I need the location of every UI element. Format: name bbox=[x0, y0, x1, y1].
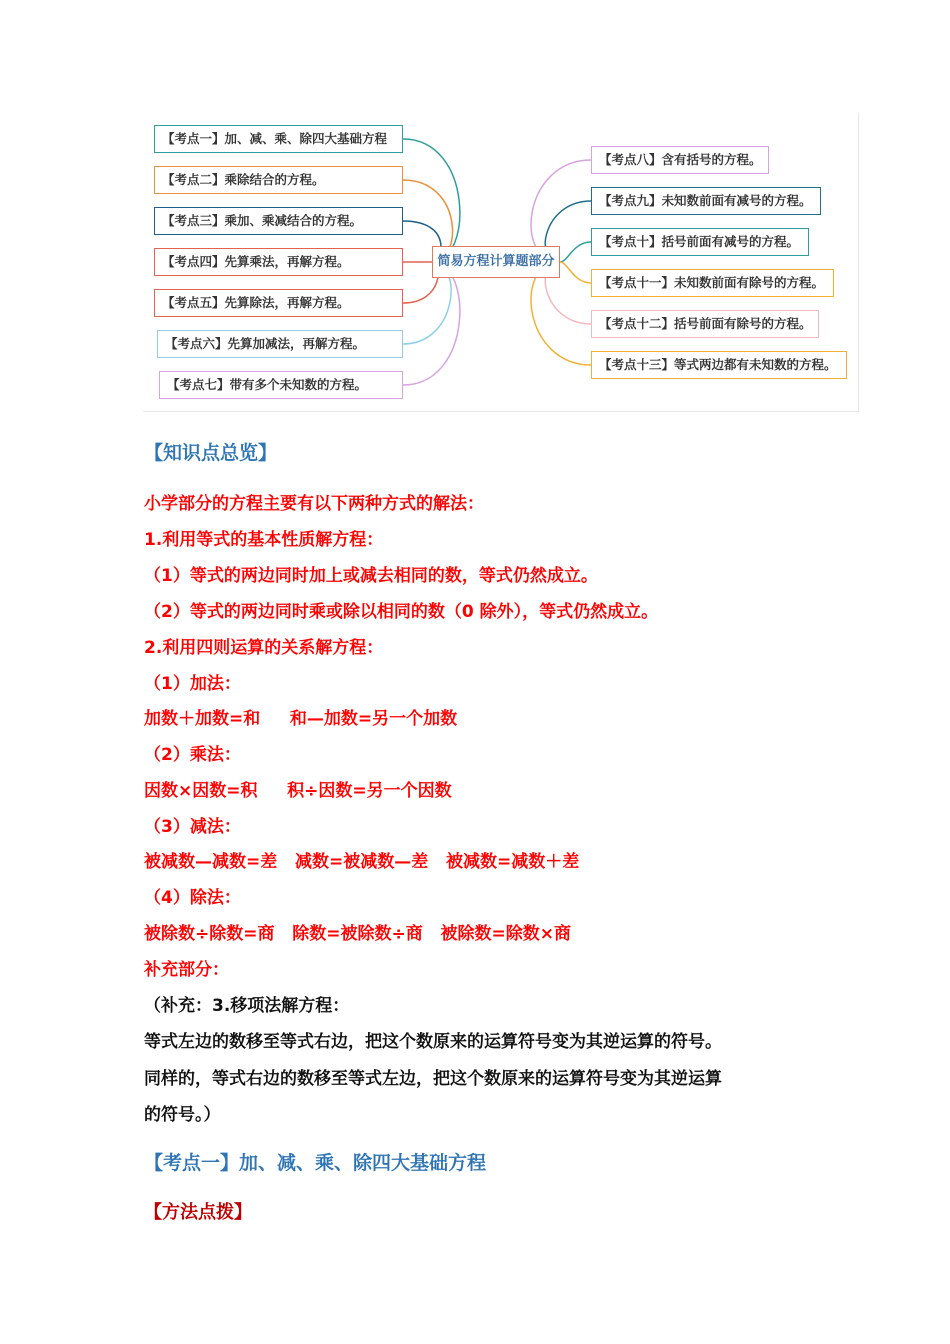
overview-heading: 【知识点总览】 bbox=[144, 442, 278, 464]
supplement-line-2: 等式左边的数移至等式右边，把这个数原来的运算符号变为其逆运算的符号。 bbox=[144, 1032, 722, 1052]
node-left-1: 【考点一】加、减、乘、除四大基础方程 bbox=[154, 125, 403, 153]
text-line-6: （1）加法： bbox=[144, 674, 241, 694]
text-line-14: 补充部分： bbox=[144, 960, 229, 980]
mindmap-center-node: 简易方程计算题部分 bbox=[432, 246, 560, 278]
node-left-2: 【考点二】乘除结合的方程。 bbox=[154, 166, 403, 194]
text-line-4: （2）等式的两边同时乘或除以相同的数（0 除外），等式仍然成立。 bbox=[144, 602, 659, 622]
text-line-9: 因数×因数=积 积÷因数=另一个因数 bbox=[144, 781, 452, 801]
text-line-5: 2.利用四则运算的关系解方程： bbox=[144, 638, 384, 658]
connector-10 bbox=[560, 242, 591, 262]
node-left-5: 【考点五】先算除法，再解方程。 bbox=[154, 289, 403, 317]
text-line-8: （2）乘法： bbox=[144, 745, 241, 765]
mindmap-figure bbox=[143, 113, 859, 412]
node-right-13: 【考点十三】等式两边都有未知数的方程。 bbox=[591, 351, 847, 379]
node-left-7: 【考点七】带有多个未知数的方程。 bbox=[159, 371, 403, 399]
node-left-3: 【考点三】乘加、乘减结合的方程。 bbox=[154, 207, 403, 235]
text-line-3: （1）等式的两边同时加上或减去相同的数，等式仍然成立。 bbox=[144, 566, 598, 586]
method-heading: 【方法点拨】 bbox=[144, 1202, 252, 1223]
node-left-4: 【考点四】先算乘法，再解方程。 bbox=[154, 248, 403, 276]
text-line-12: （4）除法： bbox=[144, 888, 241, 908]
connector-7 bbox=[403, 262, 460, 385]
section-heading: 【考点一】加、减、乘、除四大基础方程 bbox=[144, 1152, 487, 1174]
node-right-11: 【考点十一】未知数前面有除号的方程。 bbox=[591, 269, 834, 297]
text-line-11: 被减数—减数=差 减数=被减数—差 被减数=减数＋差 bbox=[144, 852, 580, 872]
node-right-9: 【考点九】未知数前面有减号的方程。 bbox=[591, 187, 821, 215]
text-line-1: 小学部分的方程主要有以下两种方式的解法： bbox=[144, 494, 484, 514]
node-right-8: 【考点八】含有括号的方程。 bbox=[591, 146, 769, 174]
connector-11 bbox=[560, 262, 591, 283]
supplement-line-4: 的符号。） bbox=[144, 1105, 221, 1125]
node-right-12: 【考点十二】括号前面有除号的方程。 bbox=[591, 310, 819, 338]
node-left-6: 【考点六】先算加减法，再解方程。 bbox=[157, 330, 403, 358]
supplement-line-3: 同样的，等式右边的数移至等式左边，把这个数原来的运算符号变为其逆运算 bbox=[144, 1069, 722, 1089]
text-line-13: 被除数÷除数=商 除数=被除数÷商 被除数=除数×商 bbox=[144, 924, 571, 944]
supplement-line-1: （补充：3.移项法解方程： bbox=[144, 996, 350, 1016]
text-line-2: 1.利用等式的基本性质解方程： bbox=[144, 530, 384, 550]
text-line-10: （3）减法： bbox=[144, 817, 241, 837]
node-right-10: 【考点十】括号前面有减号的方程。 bbox=[591, 228, 809, 256]
text-line-7: 加数＋加数=和 和—加数=另一个加数 bbox=[144, 709, 458, 729]
